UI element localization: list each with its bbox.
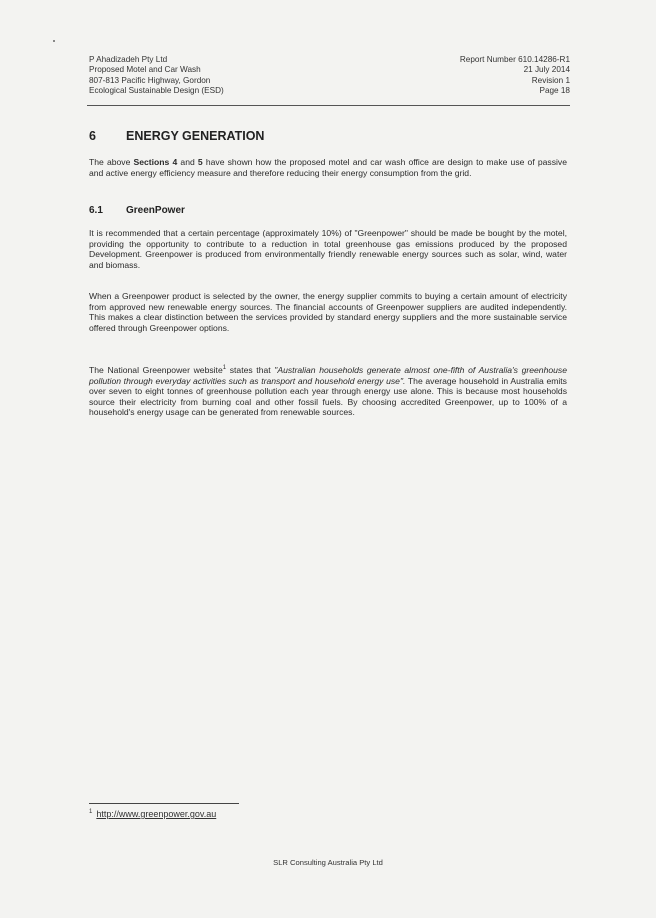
header-client-name: P Ahadizadeh Pty Ltd — [89, 55, 168, 64]
para3-quote: "Australian households generate almost one-fifth of Australia's greenhouse pollution through everyday activities such as transport and household energy use". — [89, 365, 567, 386]
section-intro-paragraph — [89, 157, 567, 178]
header-client-info — [89, 55, 224, 96]
header-report-date: 21 July 2014 — [523, 65, 570, 75]
subsection-number: 6.1 — [89, 205, 103, 216]
header-report-info — [460, 55, 570, 96]
greenpower-paragraph-3 — [89, 365, 567, 418]
greenpower-paragraph-2: When a Greenpower product is selected by the owner, the energy supplier commits to buying a certain amount of electricity from approved new renewable energy sources. The financial accounts of Greenpower suppliers are audited independently. This makes a clear distinction between the services provided by standard energy suppliers and the more sustainable service offered through Greenpower options. — [89, 291, 567, 333]
intro-text-3: have shown how the proposed motel and car wash office are design to make use of passive and active energy efficiency measure and therefore reducing their energy consumption from the grid. — [89, 157, 567, 178]
page-footer: SLR Consulting Australia Pty Ltd — [273, 858, 383, 867]
intro-bold-sections: Sections 4 — [133, 157, 178, 167]
para3-text-1: The National Greenpower website — [89, 365, 223, 375]
header-revision: Revision 1 — [531, 75, 570, 85]
intro-text-1: The above — [89, 157, 134, 167]
header-page-number: Page 18 — [539, 85, 570, 95]
header-report-type: Ecological Sustainable Design (ESD) — [89, 85, 224, 95]
header-divider — [87, 105, 570, 106]
para3-text-3: The average household in Australia emits over seven to eight tonnes of greenhouse pollution each year through energy use alone. This is because most households source their electricity from burning coal and other fossil fuels. By choosing accredited Greenpower, up to 100% of a household's energy usage can be generated from renewable sources. — [89, 375, 567, 418]
intro-text-2: and — [177, 157, 198, 167]
section-title: ENERGY GENERATION — [126, 129, 265, 143]
footnote-reference[interactable]: 1 — [222, 365, 227, 371]
scan-speck — [53, 40, 55, 42]
header-report-number: Report Number 610.14286-R1 — [459, 55, 570, 64]
subsection-heading — [89, 205, 185, 216]
para3-text-2: states that — [226, 365, 275, 375]
section-number: 6 — [89, 129, 96, 143]
footnote-link[interactable]: http://www.greenpower.gov.au — [96, 809, 217, 819]
section-heading — [89, 129, 264, 143]
footnote — [89, 809, 216, 819]
footnote-divider — [89, 803, 239, 804]
subsection-title: GreenPower — [126, 205, 185, 216]
header-project-name: Proposed Motel and Car Wash — [89, 65, 201, 75]
footnote-marker: 1 — [89, 809, 93, 815]
header-project-address: 807-813 Pacific Highway, Gordon — [89, 75, 211, 85]
intro-bold-five: 5 — [197, 157, 203, 167]
greenpower-paragraph-1: It is recommended that a certain percentage (approximately 10%) of "Greenpower" should be made be bought by the motel, providing the opportunity to contribute to a reduction in total greenhouse gas emissions produced by the proposed Development. Greenpower is produced from environmentally friendly renewable energy sources such as solar, wind, water and biomass. — [89, 228, 567, 270]
